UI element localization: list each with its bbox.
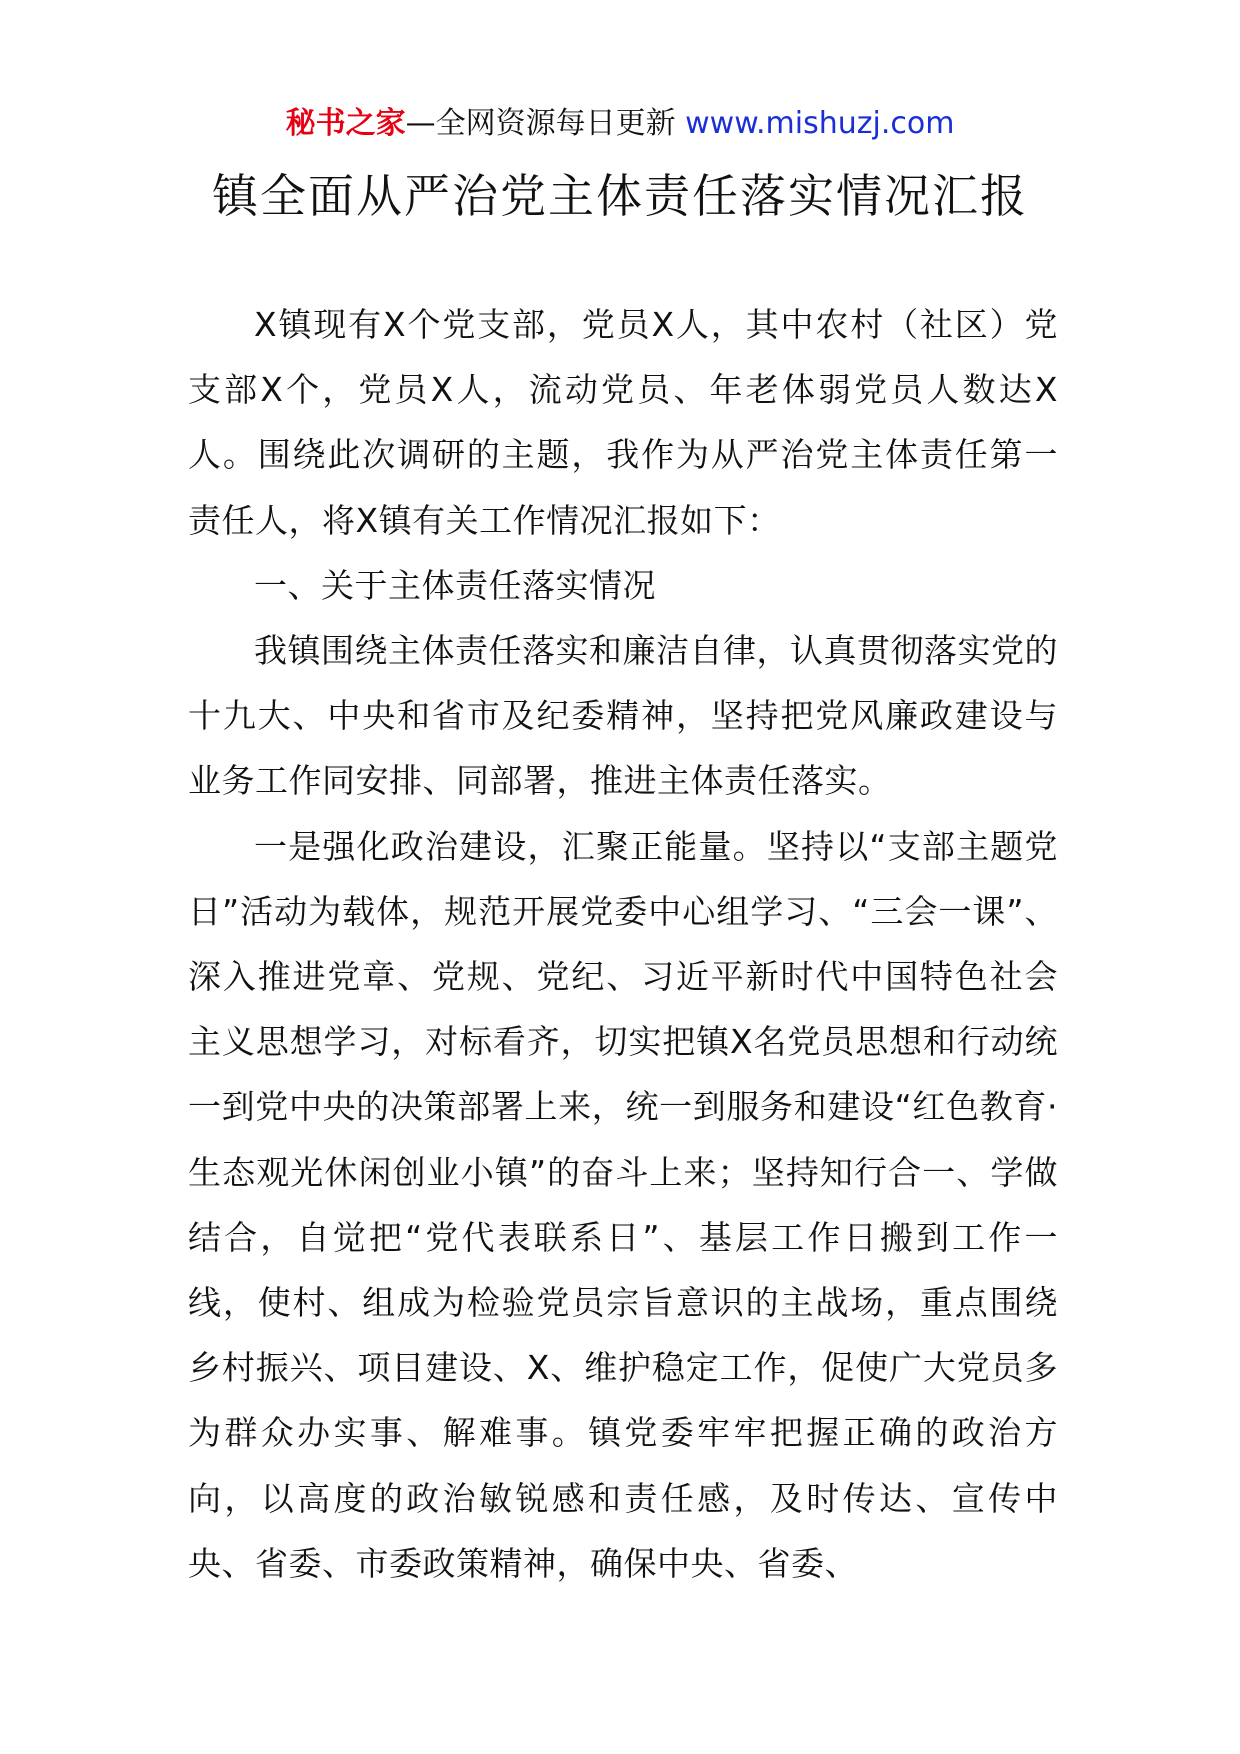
brand-name: 秘书之家 bbox=[285, 106, 406, 141]
section-heading: 一、关于主体责任落实情况 bbox=[254, 565, 656, 605]
paragraph-overview: 我镇围绕主体责任落实和廉洁自律，认真贯彻落实党的十九大、中央和省市及纪委精神，坚持把党风廉政建设与业务工作同安排、同部署，推进主体责任落实。 bbox=[188, 631, 1058, 801]
header-tagline: —全网资源每日更新 bbox=[405, 106, 676, 141]
site-header bbox=[0, 104, 1240, 144]
document-title: 镇全面从严治党主体责任落实情况汇报 bbox=[212, 169, 1028, 223]
paragraph-political-building: 一是强化政治建设，汇聚正能量。坚持以“支部主题党日”活动为载体，规范开展党委中心组学习、“三会一课”、深入推进党章、党规、党纪、习近平新时代中国特色社会主义思想学习，对标看齐，切实把镇X名党员思想和行动统一到党中央的决策部署上来，统一到服务和建设“红色教育·生态观光休闲创业小镇”的奋斗上来；坚持知行合一、学做结合，自觉把“党代表联系日”、基层工作日搬到工作一线，使村、组成为检验党员宗旨意识的主战场，重点围绕乡村振兴、项目建设、X、维护稳定工作，促使广大党员多为群众办实事、解难事。镇党委牢牢把握正确的政治方向，以高度的政治敏锐感和责任感，及时传达、宣传中央、省委、市委政策精神，确保中央、省委、 bbox=[188, 826, 1058, 1583]
website-link[interactable]: www.mishuzj.com bbox=[685, 106, 955, 141]
document-body bbox=[188, 292, 1058, 1596]
paragraph-intro: X镇现有X个党支部，党员X人，其中农村（社区）党支部X个，党员X人，流动党员、年老体弱党员人数达X人。围绕此次调研的主题，我作为从严治党主体责任第一责任人，将X镇有关工作情况汇报如下： bbox=[188, 305, 1058, 540]
